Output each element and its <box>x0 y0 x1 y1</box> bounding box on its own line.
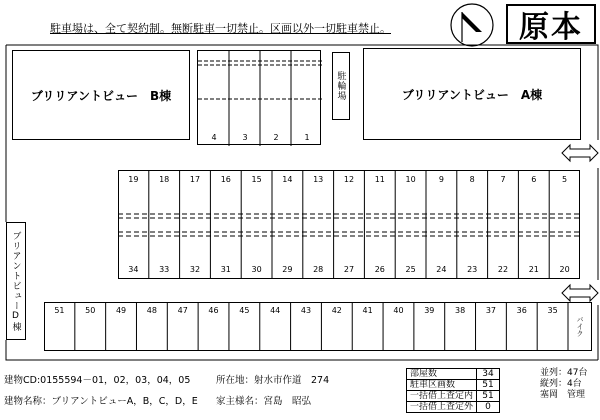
double-arrow-icon <box>560 143 600 163</box>
parking-space-number: 40 <box>393 306 404 315</box>
parking-notice: 駐車場は、全て契約制。無断駐車一切禁止。区画以外一切駐車禁止。 <box>50 22 391 35</box>
parking-space-number: 13 <box>313 175 324 184</box>
parking-space-number: 15 <box>251 175 262 184</box>
stats-row <box>407 391 500 402</box>
parking-space-number: 20 <box>559 265 570 274</box>
building-code: 建物CD:0155594－01，02，03，04，05 <box>4 375 191 386</box>
parking-space-number: 49 <box>115 306 127 315</box>
parking-space-number: 39 <box>424 306 435 315</box>
stats-label: 部屋数 <box>407 369 477 380</box>
parking-space-number: 33 <box>159 265 170 274</box>
parking-space-number: 1 <box>304 133 310 142</box>
stats-table <box>406 368 500 413</box>
parking-space-number: 45 <box>239 306 250 315</box>
building-b <box>12 50 190 140</box>
parking-space-number: 42 <box>331 306 342 315</box>
parking-space-number: 46 <box>208 306 219 315</box>
parking-space-number: 8 <box>469 175 475 184</box>
parking-space-number: 4 <box>211 133 217 142</box>
parking-space-number: 25 <box>405 265 416 274</box>
parking-space-number: 9 <box>438 175 444 184</box>
parallel-count: 並列：47台 <box>540 368 588 378</box>
manager: 塞岡 管理 <box>540 390 586 400</box>
parking-space-number: 12 <box>343 175 355 184</box>
small-parking-lot <box>197 50 321 145</box>
parking-space-number: 37 <box>485 306 497 315</box>
stats-label: 一括借上査定内 <box>407 391 477 402</box>
parking-space-number: 18 <box>159 175 170 184</box>
parking-space-number: 38 <box>455 306 466 315</box>
parking-space-number: 6 <box>531 175 537 184</box>
building-b-label: ブリリアントビュー B棟 <box>30 88 172 103</box>
stats-row <box>407 369 500 380</box>
double-arrow-icon <box>560 283 600 303</box>
side-info <box>540 368 587 401</box>
parking-space-number: 5 <box>562 175 568 184</box>
parking-space-number: 16 <box>220 175 231 184</box>
parking-space-number: 29 <box>282 265 293 274</box>
parking-block-main <box>118 170 580 280</box>
parking-space-number: 28 <box>313 265 324 274</box>
parking-space-number: 22 <box>497 265 509 274</box>
parking-space-number: 24 <box>436 265 447 274</box>
parking-space-number: 31 <box>220 265 231 274</box>
parking-space-number: 47 <box>177 306 188 315</box>
building-a <box>363 48 581 140</box>
parking-space-number: 43 <box>300 306 312 315</box>
parking-space-number: 3 <box>242 133 248 142</box>
stats-value: 0 <box>477 402 500 413</box>
original-stamp: 原本 <box>506 4 596 44</box>
parking-space-number: 7 <box>500 175 506 184</box>
stats-label: 駐車区画数 <box>407 380 477 391</box>
parking-space-number: 10 <box>405 175 416 184</box>
parking-space-number: 26 <box>374 265 385 274</box>
parking-space-number: 2 <box>273 133 279 142</box>
parking-space-number: 27 <box>343 265 355 274</box>
parking-space-number: 21 <box>528 265 539 274</box>
parking-space-number: 35 <box>547 306 558 315</box>
parking-space-number: 14 <box>282 175 293 184</box>
parking-space-number: 23 <box>467 265 478 274</box>
parking-space-number: 32 <box>189 265 201 274</box>
parking-space-number: 34 <box>128 265 139 274</box>
building-d: ブリアントビューD棟 <box>6 222 26 340</box>
building-a-label: ブリリアントビュー A棟 <box>401 87 543 102</box>
parking-space-number: 51 <box>54 306 65 315</box>
stats-value: 51 <box>477 391 500 402</box>
parking-space-number: 44 <box>270 306 281 315</box>
stats-row <box>407 380 500 391</box>
parking-space-number: 17 <box>189 175 201 184</box>
stats-row <box>407 402 500 413</box>
address: 所在地：射水市作道 274 <box>216 375 330 386</box>
stats-label: 一括借上査定外 <box>407 402 477 413</box>
parking-space-number: 41 <box>362 306 373 315</box>
stats-value: 34 <box>477 369 500 380</box>
motorcycle-parking: バイク <box>576 315 584 337</box>
tandem-count: 縦列：4台 <box>540 379 582 389</box>
owner-name: 家主様名：宮島 昭弘 <box>216 396 312 407</box>
stats-value: 51 <box>477 380 500 391</box>
building-name: 建物名称：ブリアントビューA，B，C，D，E <box>4 396 198 407</box>
parking-space-number: 30 <box>251 265 262 274</box>
bicycle-parking: 駐輪場 <box>332 52 350 120</box>
parking-space-number: 36 <box>516 306 527 315</box>
parking-space-number: 50 <box>85 306 96 315</box>
parking-space-number: 48 <box>146 306 157 315</box>
parking-space-number: 11 <box>374 175 385 184</box>
parking-space-number: 19 <box>128 175 139 184</box>
